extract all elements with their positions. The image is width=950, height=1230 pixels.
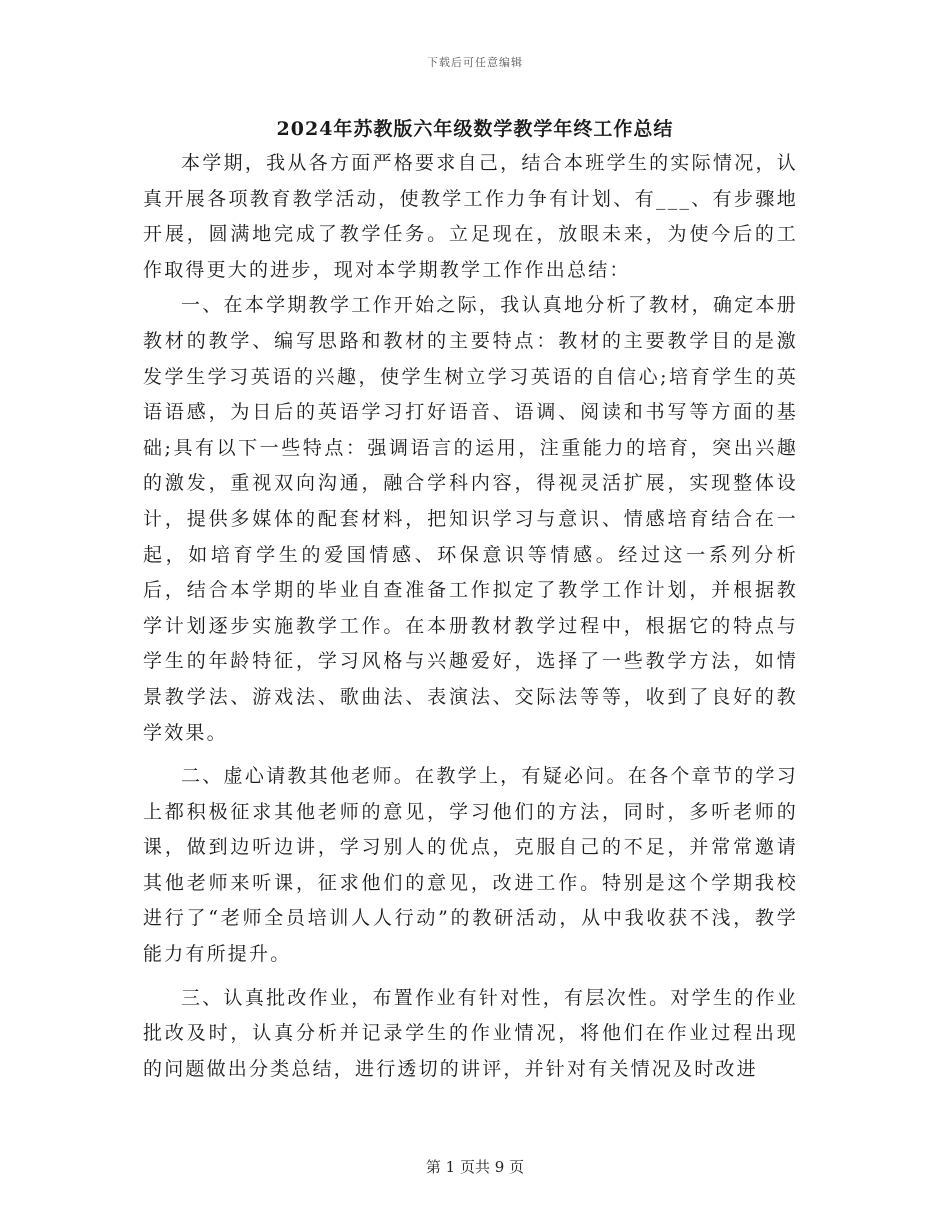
document-body: [143, 146, 798, 1087]
paragraph-section-3: 三、认真批改作业，布置作业有针对性，有层次性。对学生的作业批改及时，认真分析并记录学生的作业情况，将他们在作业过程出现的问题做出分类总结，进行透切的讲评，并针对有关情况及时改进: [143, 986, 798, 1080]
paragraph-section-1: 一、在本学期教学工作开始之际，我认真地分析了教材，确定本册教材的教学、编写思路和教材的主要特点：教材的主要教学目的是激发学生学习英语的兴趣，使学生树立学习英语的自信心;培育学生的英语语感，为日后的英语学习打好语音、语调、阅读和书写等方面的基础;具有以下一些特点：强调语言的运用，注重能力的培育，突出兴趣的激发，重视双向沟通，融合学科内容，得视灵活扩展，实现整体设计，提供多媒体的配套材料，把知识学习与意识、情感培育结合在一起，如培育学生的爱国情感、环保意识等情感。经过这一系列分析后，结合本学期的毕业自查准备工作拟定了教学工作计划，并根据教学计划逐步实施教学工作。在本册教材教学过程中，根据它的特点与学生的年龄特征，学习风格与兴趣爱好，选择了一些教学方法，如情景教学法、游戏法、歌曲法、表演法、交际法等等，收到了良好的教学效果。: [143, 294, 798, 744]
page-number: 第 1 页共 9 页: [425, 1158, 525, 1176]
paragraph-section-2: 二、虚心请教其他老师。在教学上，有疑必问。在各个章节的学习上都积极征求其他老师的意见，学习他们的方法，同时，多听老师的课，做到边听边讲，学习别人的优点，克服自己的不足，并常常邀请其他老师来听课，征求他们的意见，改进工作。特别是这个学期我校进行了“老师全员培训人人行动”的教研活动，从中我收获不浅，教学能力有所提升。: [143, 765, 798, 966]
page-header: 下载后可任意编辑: [427, 56, 523, 69]
paragraph-intro: 本学期，我从各方面严格要求自己，结合本班学生的实际情况，认真开展各项教育教学活动，使教学工作力争有计划、有___、有步骤地开展，圆满地完成了教学任务。立足现在，放眼未来，为使今后的工作取得更大的进步，现对本学期教学工作作出总结：: [143, 152, 798, 281]
document-title: 2024年苏教版六年级数学教学年终工作总结: [276, 118, 674, 140]
